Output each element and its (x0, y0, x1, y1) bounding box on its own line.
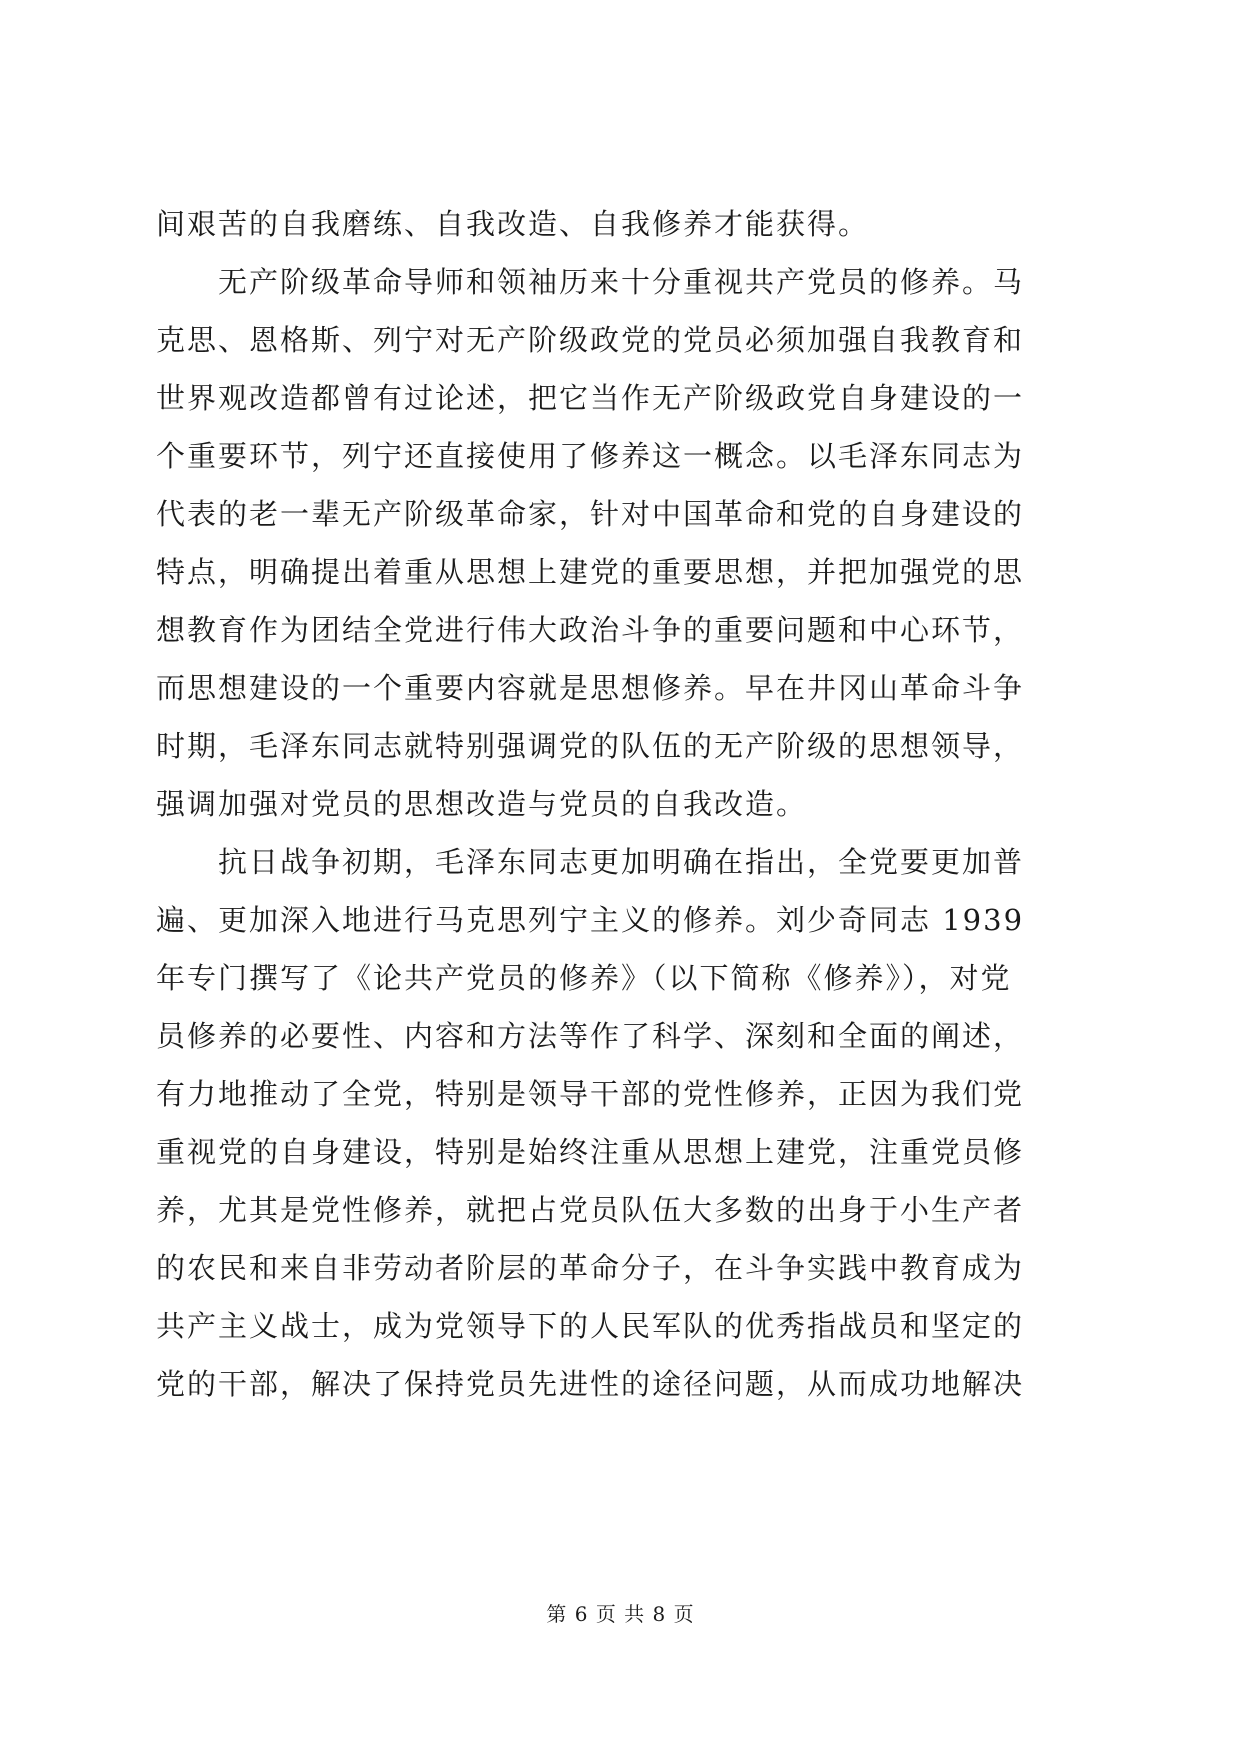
text-line: 员修养的必要性、内容和方法等作了科学、深刻和全面的阐述， (156, 1019, 1025, 1053)
text-line: 个重要环节，列宁还直接使用了修养这一概念。以毛泽东同志为 (156, 439, 1025, 473)
text-line: 强调加强对党员的思想改造与党员的自我改造。 (156, 787, 808, 821)
text-line: 代表的老一辈无产阶级革命家，针对中国革命和党的自身建设的 (156, 497, 1025, 531)
text-line: 想教育作为团结全党进行伟大政治斗争的重要问题和中心环节， (156, 613, 1025, 647)
text-line: 间艰苦的自我磨练、自我改造、自我修养才能获得。 (156, 207, 870, 241)
text-line: 重视党的自身建设，特别是始终注重从思想上建党，注重党员修 (156, 1135, 1025, 1169)
text-line: 有力地推动了全党，特别是领导干部的党性修养，正因为我们党 (156, 1077, 1025, 1111)
text-line: 无产阶级革命导师和领袖历来十分重视共产党员的修养。马 (218, 265, 1025, 299)
text-line: 而思想建设的一个重要内容就是思想修养。早在井冈山革命斗争 (156, 671, 1025, 705)
document-body (156, 195, 1081, 1413)
text-line: 年专门撰写了《论共产党员的修养》（以下简称《修养》），对党 (156, 961, 1012, 995)
text-line: 遍、更加深入地进行马克思列宁主义的修养。刘少奇同志 1939 (156, 903, 1025, 937)
text-line: 特点，明确提出着重从思想上建党的重要思想，并把加强党的思 (156, 555, 1025, 589)
text-line: 养，尤其是党性修养，就把占党员队伍大多数的出身于小生产者 (156, 1193, 1025, 1227)
text-line: 克思、恩格斯、列宁对无产阶级政党的党员必须加强自我教育和 (156, 323, 1025, 357)
text-line: 抗日战争初期，毛泽东同志更加明确在指出，全党要更加普 (218, 845, 1025, 879)
text-line: 时期，毛泽东同志就特别强调党的队伍的无产阶级的思想领导， (156, 729, 1025, 763)
text-line: 的农民和来自非劳动者阶层的革命分子，在斗争实践中教育成为 (156, 1251, 1025, 1285)
text-line: 世界观改造都曾有过论述，把它当作无产阶级政党自身建设的一 (156, 381, 1025, 415)
text-line: 共产主义战士，成为党领导下的人民军队的优秀指战员和坚定的 (156, 1309, 1025, 1343)
page-number-footer: 第 6 页 共 8 页 (546, 1602, 695, 1626)
text-line: 党的干部，解决了保持党员先进性的途径问题，从而成功地解决 (156, 1367, 1025, 1401)
